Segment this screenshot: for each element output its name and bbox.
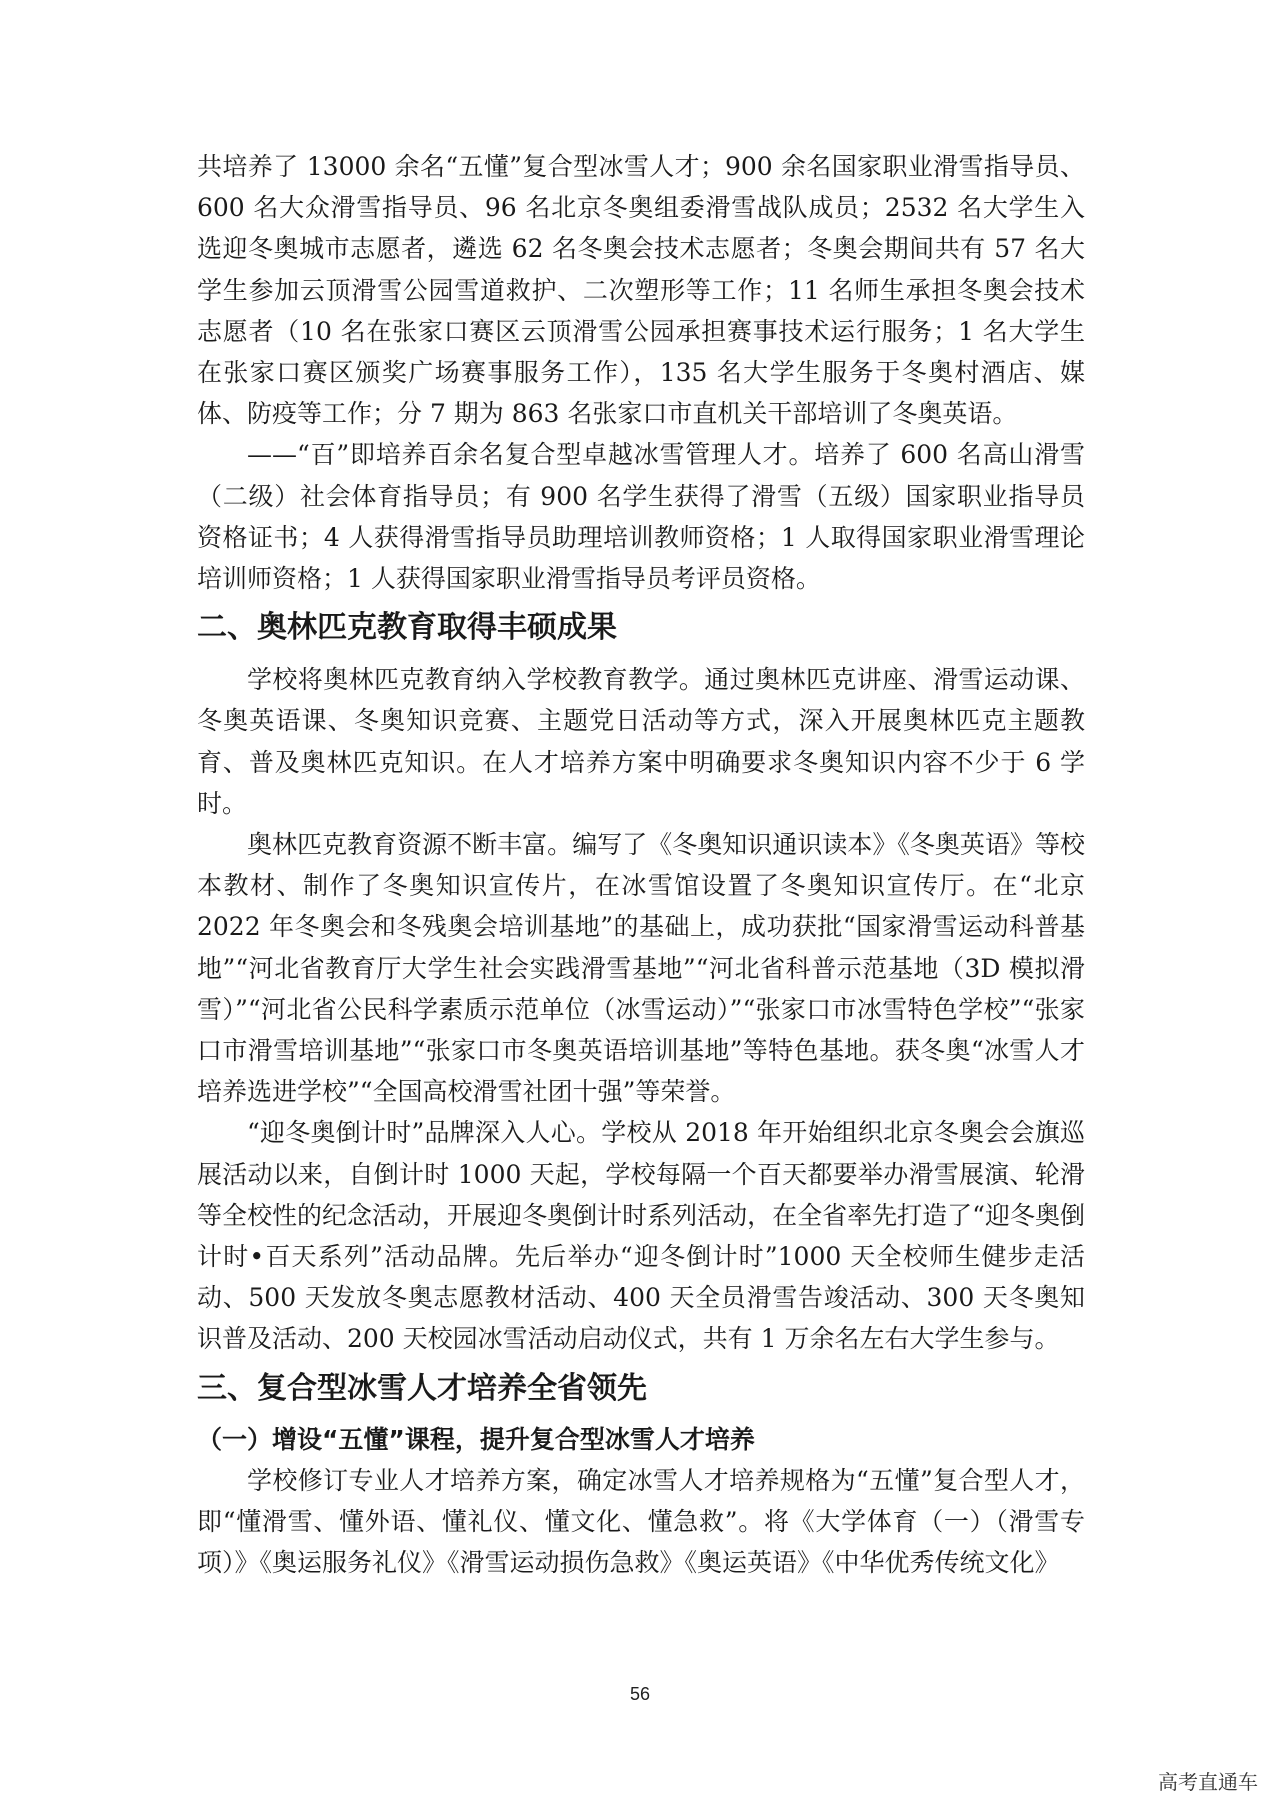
paragraph-olympic-education: 学校将奥林匹克教育纳入学校教育教学。通过奥林匹克讲座、滑雪运动课、冬奥英语课、冬奥知识竞赛、主题党日活动等方式，深入开展奥林匹克主题教育、普及奥林匹克知识。在人才培养方案中明确要求冬奥知识内容不少于 6 学时。: [197, 665, 1085, 818]
watermark-label: 高考直通车: [1158, 1770, 1258, 1794]
document-body: [197, 146, 1085, 1583]
paragraph-talent-stats: 共培养了 13000 余名“五懂”复合型冰雪人才；900 余名国家职业滑雪指导员、600 名大众滑雪指导员、96 名北京冬奥组委滑雪战队成员；2532 名大学生入选迎冬奥城市志愿者，遴选 62 名冬奥会技术志愿者；冬奥会期间共有 57 名大学生参加云顶滑雪公园雪道救护、二次塑形等工作；11 名师生承担冬奥会技术志愿者（10 名在张家口赛区云顶滑雪公园承担赛事技术运行服务；1 名大学生在张家口赛区颁奖广场赛事服务工作），135 名大学生服务于冬奥村酒店、媒体、防疫等工作；分 7 期为 863 名张家口市直机关干部培训了冬奥英语。: [197, 152, 1085, 429]
paragraph-education-resources: 奥林匹克教育资源不断丰富。编写了《冬奥知识通识读本》《冬奥英语》等校本教材、制作了冬奥知识宣传片，在冰雪馆设置了冬奥知识宣传厅。在“北京 2022 年冬奥会和冬残奥会培训基地”的基础上，成功获批“国家滑雪运动科普基地”“河北省教育厅大学生社会实践滑雪基地”“河北省科普示范基地（3D 模拟滑雪）”“河北省公民科学素质示范单位（冰雪运动）”“张家口市冰雪特色学校”“张家口市滑雪培训基地”“张家口市冬奥英语培训基地”等特色基地。获冬奥“冰雪人才培养选进学校”“全国高校滑雪社团十强”等荣誉。: [197, 830, 1085, 1107]
paragraph-countdown-brand: “迎冬奥倒计时”品牌深入人心。学校从 2018 年开始组织北京冬奥会会旗巡展活动以来，自倒计时 1000 天起，学校每隔一个百天都要举办滑雪展演、轮滑等全校性的纪念活动，开展迎冬奥倒计时系列活动，在全省率先打造了“迎冬奥倒计时•百天系列”活动品牌。先后举办“迎冬倒计时”1000 天全校师生健步走活动、500 天发放冬奥志愿教材活动、400 天全员滑雪告竣活动、300 天冬奥知识普及活动、200 天校园冰雪活动启动仪式，共有 1 万余名左右大学生参与。: [197, 1118, 1085, 1354]
paragraph-five-skills-courses: 学校修订专业人才培养方案，确定冰雪人才培养规格为“五懂”复合型人才，即“懂滑雪、懂外语、懂礼仪、懂文化、懂急救”。将《大学体育（一）（滑雪专项）》《奥运服务礼仪》《滑雪运动损伤急救》《奥运英语》《中华优秀传统文化》: [197, 1465, 1085, 1578]
section-heading-talent-training: 三、复合型冰雪人才培养全省领先: [197, 1370, 647, 1406]
section-heading-olympic-education: 二、奥林匹克教育取得丰硕成果: [197, 610, 617, 646]
subsection-heading-five-skills: （一）增设“五懂”课程，提升复合型冰雪人才培养: [197, 1424, 755, 1454]
page-number: 56: [629, 1684, 651, 1704]
paragraph-hundred-talents: ——“百”即培养百余名复合型卓越冰雪管理人才。培养了 600 名高山滑雪（二级）社会体育指导员；有 900 名学生获得了滑雪（五级）国家职业指导员资格证书；4 人获得滑雪指导员助理培训教师资格；1 人取得国家职业滑雪理论培训师资格；1 人获得国家职业滑雪指导员考评员资格。: [197, 440, 1085, 594]
